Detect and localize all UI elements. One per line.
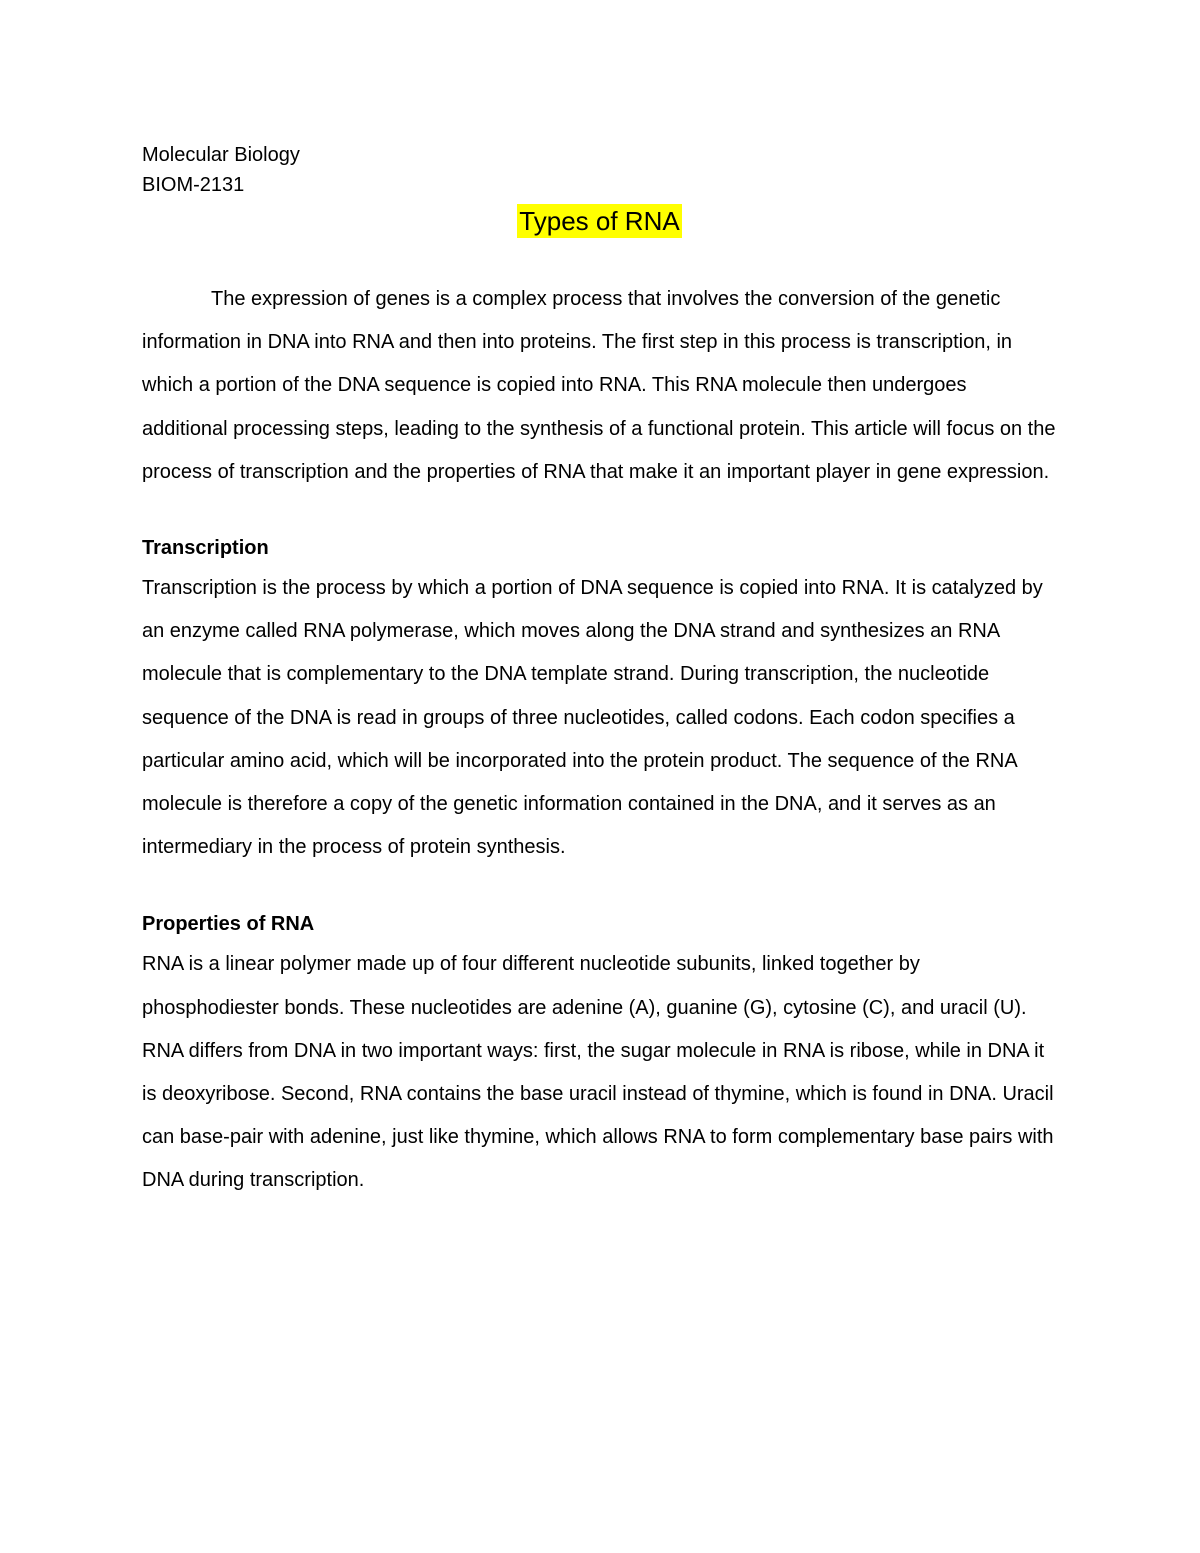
course-code: BIOM-2131 — [142, 174, 245, 196]
section-heading-transcription: Transcription — [142, 537, 269, 560]
title-container — [142, 204, 1057, 244]
section-heading-properties: Properties of RNA — [142, 913, 315, 936]
document-body — [142, 140, 1057, 1203]
intro-paragraph: The expression of genes is a complex process that involves the conversion of the genetic information in DNA into RNA and then into proteins. The first step in this process is transcription, in which a portion of the DNA sequence is copied into RNA. This RNA molecule then undergoes additional processing steps, leading to the synthesis of a functional protein. This article will focus on the process of transcription and the properties of RNA that make it an important player in gene expression. — [142, 288, 1056, 483]
spacer — [142, 494, 1057, 533]
spacer — [142, 869, 1057, 909]
section-paragraph-transcription: Transcription is the process by which a portion of DNA sequence is copied into RNA. It is catalyzed by an enzyme called RNA polymerase, which moves along the DNA strand and synthesizes an RNA molecule that is complementary to the DNA template strand. During transcription, the nucleotide sequence of the DNA is read in groups of three nucleotides, called codons. Each codon specifies a particular amino acid, which will be incorporated into the protein product. The sequence of the RNA molecule is therefore a copy of the genetic information contained in the DNA, and it serves as an intermediary in the process of protein synthesis. — [142, 577, 1043, 859]
course-name: Molecular Biology — [142, 144, 300, 166]
spacer — [142, 244, 1057, 278]
document-title: Types of RNA — [519, 206, 680, 236]
section-paragraph-properties: RNA is a linear polymer made up of four different nucleotide subunits, linked together by phosphodiester bonds. These nucleotides are adenine (A), guanine (G), cytosine (C), and uracil (U). RNA differs from DNA in two important ways: first, the sugar molecule in RNA is ribose, while in DNA it is deoxyribose. Second, RNA contains the base uracil instead of thymine, which is found in DNA. Uracil can base-pair with adenine, just like thymine, which allows RNA to form complementary base pairs with DNA during transcription. — [142, 953, 1054, 1192]
